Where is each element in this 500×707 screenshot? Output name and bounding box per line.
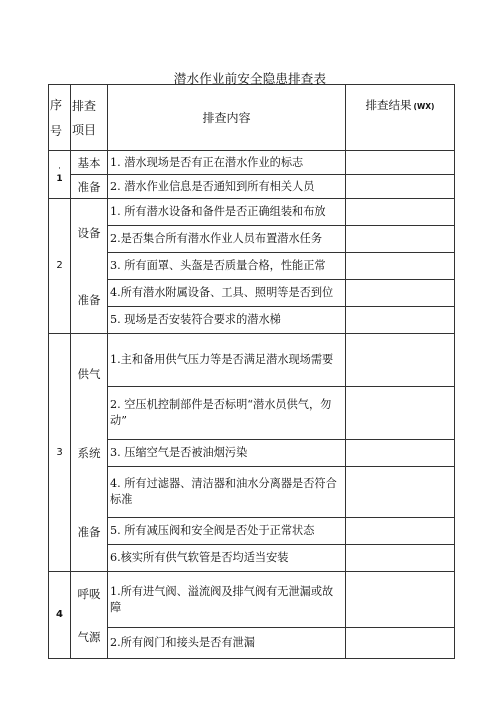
section-no-value: 1 xyxy=(56,173,63,184)
table-row xyxy=(49,307,455,334)
header-result-unit: (WX) xyxy=(413,102,435,111)
section-cat-4 xyxy=(71,572,108,659)
page-title: 潜水作业前安全隐患排查表 xyxy=(173,71,327,86)
section-cat-1-a: 基本 xyxy=(71,151,108,175)
table-row xyxy=(49,440,455,467)
check-item: 2.是否集合所有潜水作业人员布置潜水任务 xyxy=(108,226,346,253)
header-no xyxy=(49,85,71,151)
table-row xyxy=(49,253,455,280)
result-cell[interactable] xyxy=(346,628,455,659)
section-cat-3-b: 系统 xyxy=(77,445,101,460)
check-item: 2.所有阀门和接头是否有泄漏 xyxy=(108,628,346,659)
check-item: 3. 所有面罩、头盔是否质量合格，性能正常 xyxy=(108,253,346,280)
table-row xyxy=(49,280,455,307)
result-cell[interactable] xyxy=(346,387,455,440)
section-cat-3-a: 供气 xyxy=(77,366,101,381)
result-cell[interactable] xyxy=(346,440,455,467)
result-cell[interactable] xyxy=(346,280,455,307)
table-row xyxy=(49,199,455,226)
section-cat-2-b: 准备 xyxy=(77,292,101,307)
result-cell[interactable] xyxy=(346,226,455,253)
section-cat-3 xyxy=(71,334,108,572)
section-no-2: 2 xyxy=(49,199,71,334)
table-row xyxy=(49,572,455,628)
result-cell[interactable] xyxy=(346,175,455,199)
section-cat-4-a: 呼吸 xyxy=(77,586,101,601)
check-item: 3. 压缩空气是否被油烟污染 xyxy=(108,440,346,467)
section-cat-2-a: 设备 xyxy=(77,225,101,240)
result-cell[interactable] xyxy=(346,467,455,518)
header-result-label: 排查结果 xyxy=(365,98,412,112)
inspection-table xyxy=(48,84,455,659)
header-result xyxy=(346,85,455,151)
table-row xyxy=(49,628,455,659)
section-cat-1-b: 准备 xyxy=(71,175,108,199)
section-no-3: 3 xyxy=(49,334,71,572)
section-no-4: 4 xyxy=(49,572,71,659)
table-row xyxy=(49,387,455,440)
check-item: 5. 所有减压阀和安全阀是否处于正常状态 xyxy=(108,518,346,545)
section-cat-4-b: 气源 xyxy=(77,629,101,644)
check-item: 5. 现场是否安装符合要求的潜水梯 xyxy=(108,307,346,334)
result-cell[interactable] xyxy=(346,572,455,628)
result-cell[interactable] xyxy=(346,151,455,175)
section-no-mark: ' xyxy=(58,165,61,174)
check-item: 1. 所有潜水设备和备件是否正确组装和布放 xyxy=(108,199,346,226)
header-cat-bottom: 项目 xyxy=(72,122,97,137)
check-item: 2. 潜水作业信息是否通知到所有相关人员 xyxy=(108,175,346,199)
check-item: 1. 潜水现场是否有正在潜水作业的标志 xyxy=(108,151,346,175)
header-cat-top: 排查 xyxy=(72,98,97,113)
check-item: 4.所有潜水附属设备、工具、照明等是否到位 xyxy=(108,280,346,307)
result-cell[interactable] xyxy=(346,545,455,572)
header-no-bottom: 号 xyxy=(50,123,63,138)
table-row xyxy=(49,226,455,253)
result-cell[interactable] xyxy=(346,518,455,545)
section-cat-3-c: 准备 xyxy=(77,524,101,539)
check-item: 2. 空压机控制部件是否标明“潜水员供气，勿动” xyxy=(108,387,346,440)
table-row xyxy=(49,467,455,518)
check-item: 1.所有进气阀、溢流阀及排气阀有无泄漏或故障 xyxy=(108,572,346,628)
result-cell[interactable] xyxy=(346,334,455,387)
table-row xyxy=(49,334,455,387)
table-row xyxy=(49,545,455,572)
result-cell[interactable] xyxy=(346,199,455,226)
header-category xyxy=(71,85,108,151)
result-cell[interactable] xyxy=(346,307,455,334)
result-cell[interactable] xyxy=(346,253,455,280)
section-cat-2 xyxy=(71,199,108,334)
header-content: 排查内容 xyxy=(108,85,346,151)
table-header-row xyxy=(49,85,455,151)
table-row xyxy=(49,175,455,199)
table-row xyxy=(49,518,455,545)
check-item: 6.核实所有供气软管是否均适当安装 xyxy=(108,545,346,572)
header-no-top: 序 xyxy=(50,97,63,112)
table-row xyxy=(49,151,455,175)
check-item: 1.主和备用供气压力等是否满足潜水现场需要 xyxy=(108,334,346,387)
section-no-1 xyxy=(49,151,71,199)
check-item: 4. 所有过滤器、清洁器和油水分离器是否符合标准 xyxy=(108,467,346,518)
